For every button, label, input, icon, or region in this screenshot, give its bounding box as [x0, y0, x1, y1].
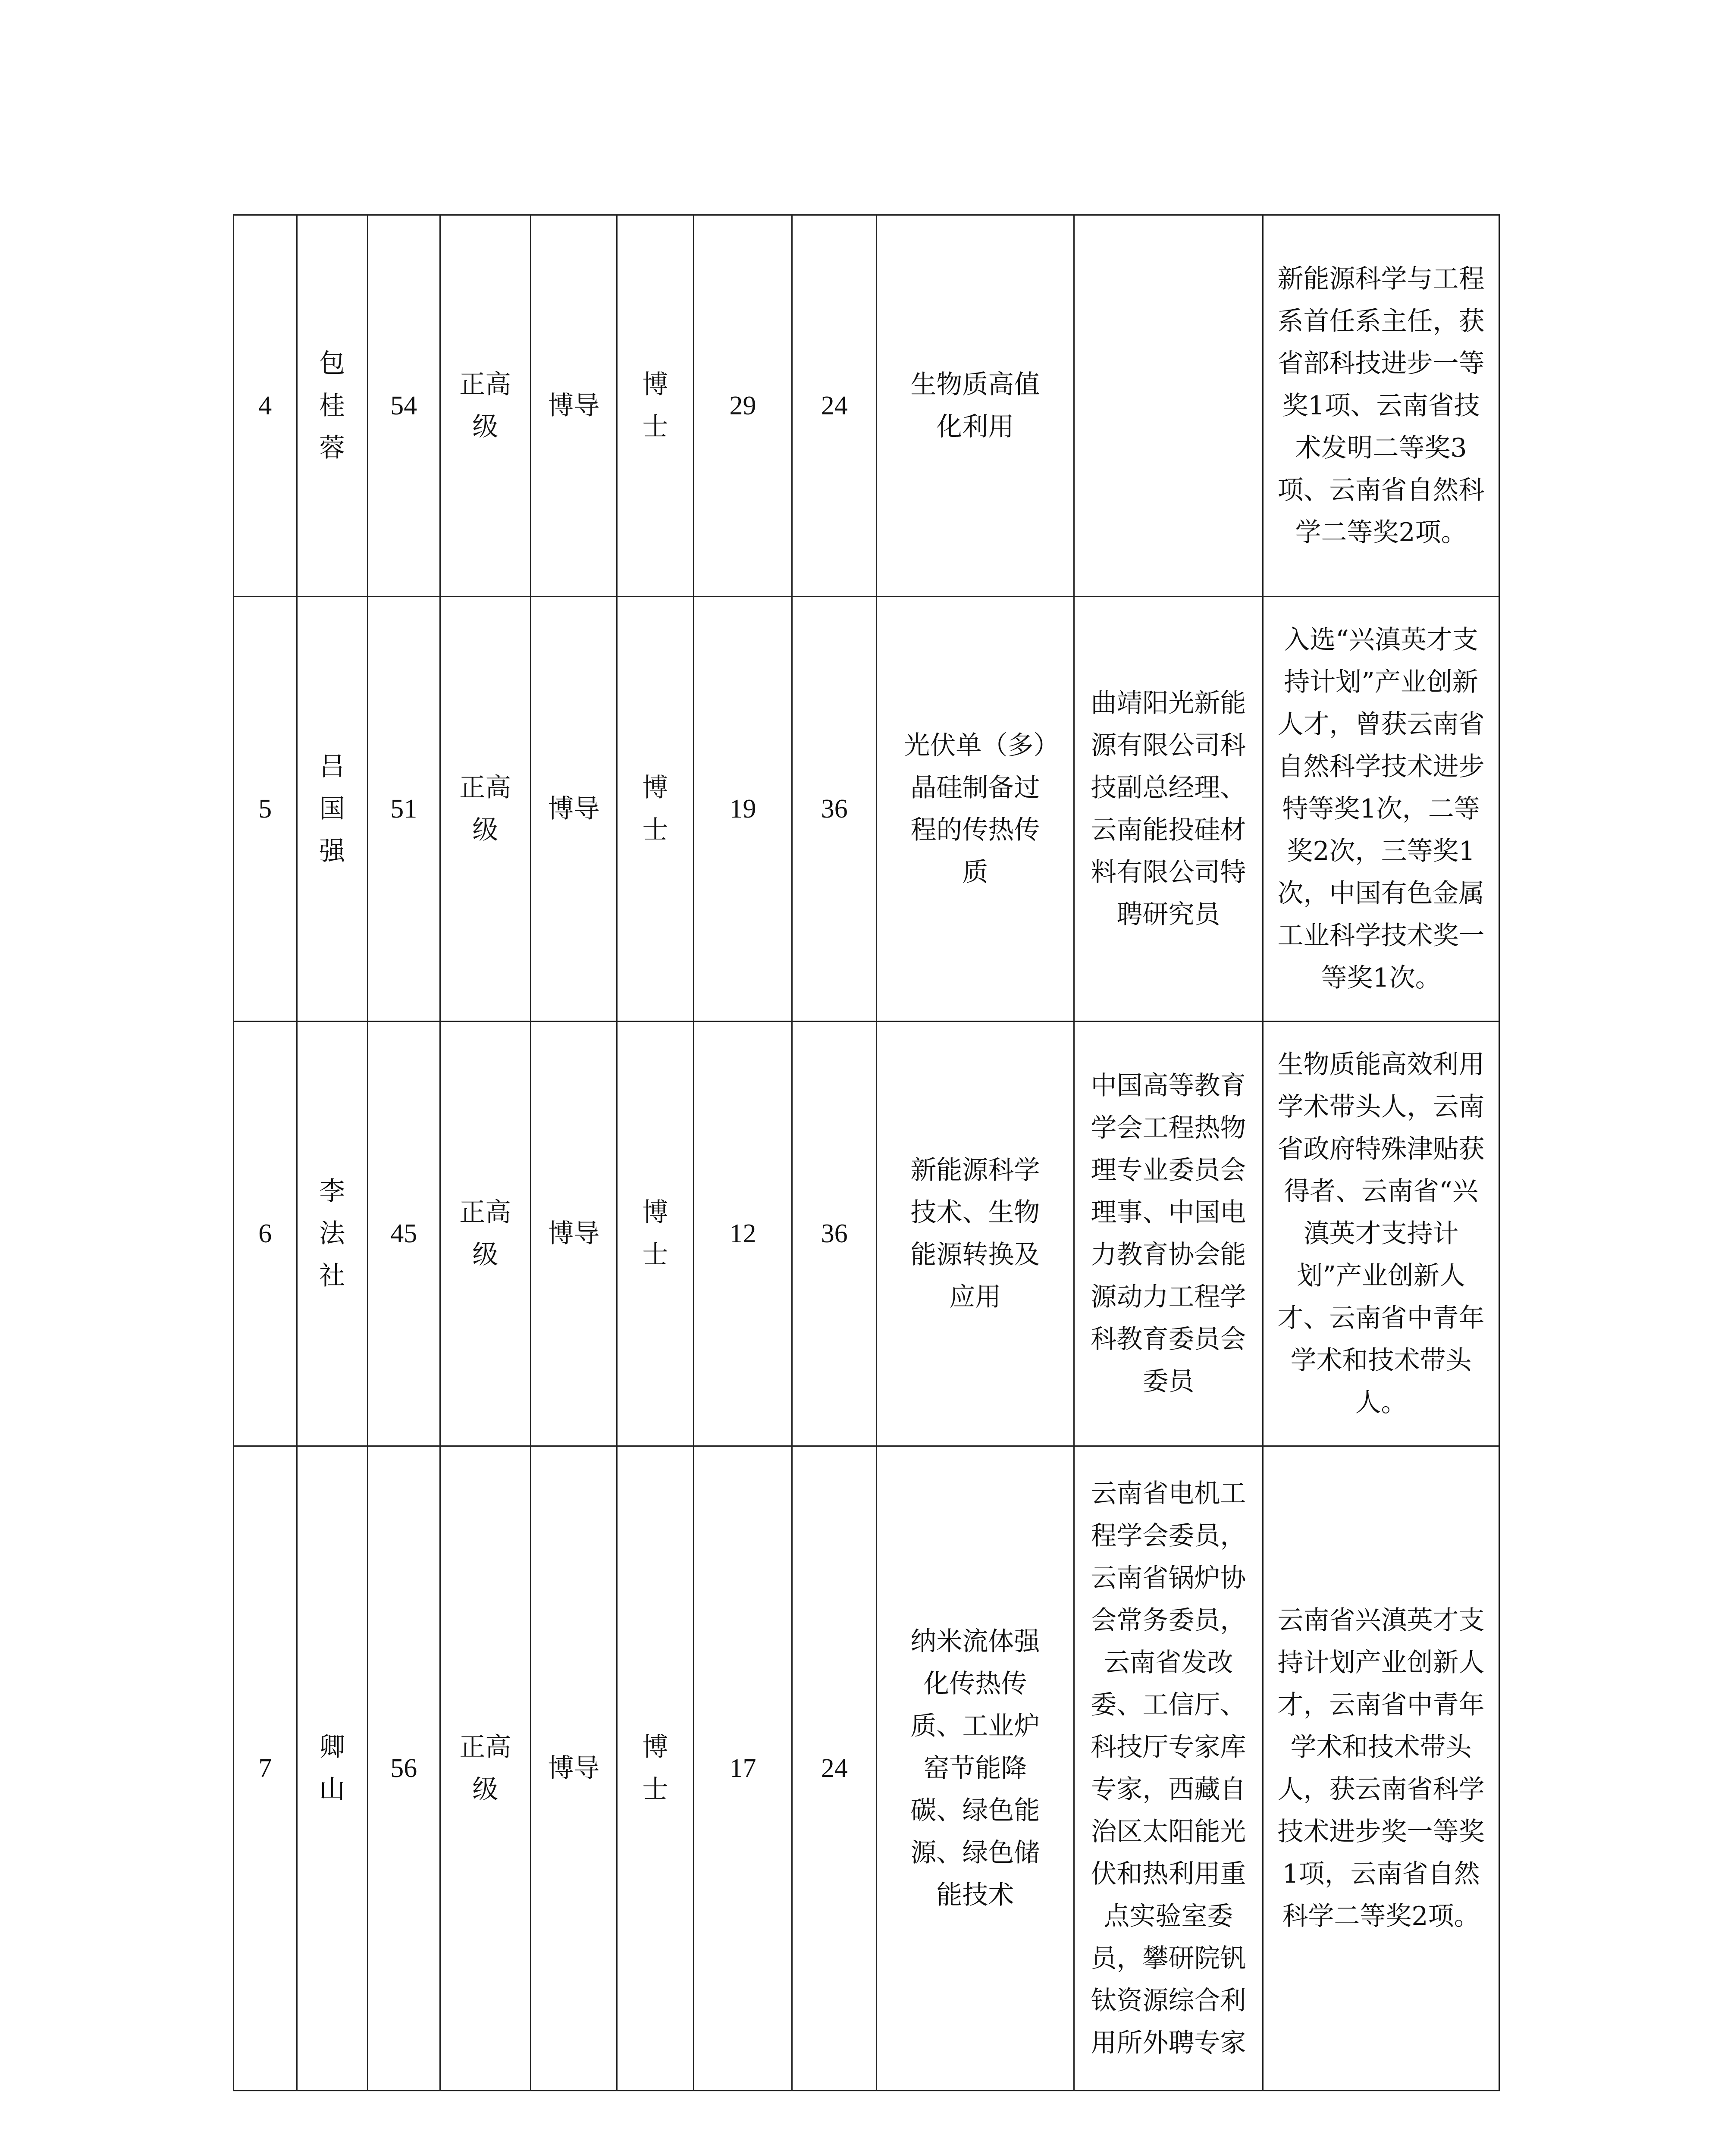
row-tutor: 博导	[530, 1446, 617, 2091]
row-title: 正高级	[440, 597, 530, 1022]
row-tutor: 博导	[530, 1022, 617, 1446]
row-honors: 入选“兴滇英才支持计划”产业创新人才，曾获云南省自然科学技术进步特等奖1次，二等奖2次，三等奖1次，中国有色金属工业科学技术奖一等奖1次。	[1263, 597, 1499, 1022]
row-honors: 云南省兴滇英才支持计划产业创新人才，云南省中青年学术和技术带头人，获云南省科学技术进步奖一等奖1项，云南省自然科学二等奖2项。	[1263, 1446, 1499, 2091]
row-col7: 17	[693, 1446, 792, 2091]
row-direction: 生物质高值化利用	[877, 215, 1074, 597]
row-name: 吕国强	[297, 597, 367, 1022]
row-positions: 曲靖阳光新能源有限公司科技副总经理、云南能投硅材料有限公司特聘研究员	[1074, 597, 1263, 1022]
table-row	[234, 1022, 1499, 1446]
row-title: 正高级	[440, 215, 530, 597]
row-tutor: 博导	[530, 215, 617, 597]
row-col7: 12	[693, 1022, 792, 1446]
row-name: 李法社	[297, 1022, 367, 1446]
row-age: 56	[367, 1446, 440, 2091]
row-index: 4	[234, 215, 297, 597]
row-name: 包桂蓉	[297, 215, 367, 597]
row-col7: 29	[693, 215, 792, 597]
table-row	[234, 597, 1499, 1022]
row-name: 卿山	[297, 1446, 367, 2091]
row-degree: 博士	[617, 215, 693, 597]
row-age: 51	[367, 597, 440, 1022]
row-direction: 新能源科学技术、生物能源转换及应用	[877, 1022, 1074, 1446]
table-row	[234, 215, 1499, 597]
row-positions: 中国高等教育学会工程热物理专业委员会理事、中国电力教育协会能源动力工程学科教育委员会委员	[1074, 1022, 1263, 1446]
row-positions	[1074, 215, 1263, 597]
row-col8: 24	[792, 215, 877, 597]
row-age: 45	[367, 1022, 440, 1446]
row-honors: 生物质能高效利用学术带头人，云南省政府特殊津贴获得者、云南省“兴滇英才支持计划”产业创新人才、云南省中青年学术和技术带头人。	[1263, 1022, 1499, 1446]
row-index: 5	[234, 597, 297, 1022]
row-tutor: 博导	[530, 597, 617, 1022]
row-index: 6	[234, 1022, 297, 1446]
row-direction: 光伏单（多）晶硅制备过程的传热传质	[877, 597, 1074, 1022]
row-title: 正高级	[440, 1022, 530, 1446]
row-index: 7	[234, 1446, 297, 2091]
row-honors: 新能源科学与工程系首任系主任，获省部科技进步一等奖1项、云南省技术发明二等奖3项、云南省自然科学二等奖2项。	[1263, 215, 1499, 597]
row-title: 正高级	[440, 1446, 530, 2091]
staff-table	[233, 214, 1500, 2091]
row-col8: 36	[792, 597, 877, 1022]
row-col8: 24	[792, 1446, 877, 2091]
row-degree: 博士	[617, 1446, 693, 2091]
row-col8: 36	[792, 1022, 877, 1446]
row-degree: 博士	[617, 1022, 693, 1446]
row-col7: 19	[693, 597, 792, 1022]
row-direction: 纳米流体强化传热传质、工业炉窑节能降碳、绿色能源、绿色储能技术	[877, 1446, 1074, 2091]
table-row	[234, 1446, 1499, 2091]
row-degree: 博士	[617, 597, 693, 1022]
row-age: 54	[367, 215, 440, 597]
row-positions: 云南省电机工程学会委员，云南省锅炉协会常务委员，云南省发改委、工信厅、科技厅专家库专家，西藏自治区太阳能光伏和热利用重点实验室委员，攀研院钒钛资源综合利用所外聘专家	[1074, 1446, 1263, 2091]
staff-table-body	[234, 215, 1499, 2091]
